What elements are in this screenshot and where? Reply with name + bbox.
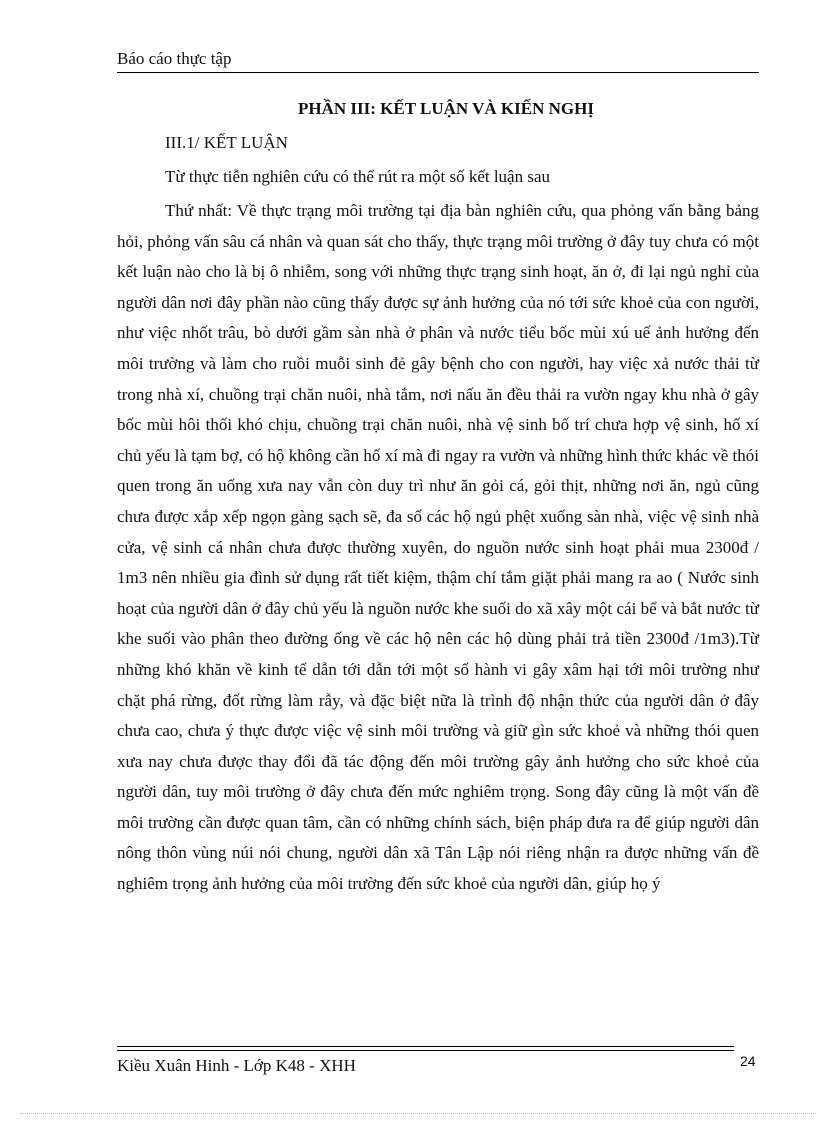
footer-divider-top xyxy=(117,1046,734,1047)
footer-divider-bottom xyxy=(117,1050,734,1051)
page-body xyxy=(117,92,759,900)
page-edge xyxy=(20,1113,816,1114)
running-header: Báo cáo thực tập xyxy=(117,49,232,68)
section-title: PHẦN III: KẾT LUẬN VÀ KIẾN NGHỊ xyxy=(298,99,594,118)
page-number: 24 xyxy=(740,1053,756,1069)
header-divider xyxy=(117,72,759,73)
body-paragraph: Thứ nhất: Về thực trạng môi trường tại địa bàn nghiên cứu, qua phỏng vấn bằng bảng hỏi, phỏng vấn sâu cá nhân và quan sát cho thấy, thực trạng môi trường ở đây tuy chưa có một kết luận nào cho là bị ô nhiễm, song với những thực trạng sinh hoạt, ăn ở, đi lại ngủ nghỉ của người dân nơi đây phần nào cũng thấy được sự ảnh hưởng của nó tới sức khoẻ của con người, như việc nhốt trâu, bò dưới gầm sàn nhà ở phân và nước tiểu bốc mùi xú uế ảnh hưởng đến môi trường và làm cho ruồi muỗi sinh đẻ gây bệnh cho con người, hay việc xả nước thải từ trong nhà xí, chuồng trại chăn nuôi, nhà tắm, nơi nấu ăn đều thải ra vườn ngay khu nhà ở gây bốc mùi hôi thối khó chịu, chuồng trại chăn nuôi, nhà vệ sinh bố trí chưa hợp vệ sinh, hố xí chủ yếu là tạm bợ, có hộ không cần hố xí mà đi ngay ra vườn và những hình thức khác về thói quen trong ăn uống xưa nay vẫn còn duy trì như ăn gỏi cá, gỏi thịt, những nơi ăn, ngủ cũng chưa được xắp xếp ngọn gàng sạch sẽ, đa số các hộ ngủ phệt xuống sàn nhà, việc vệ sinh nhà cửa, vệ sinh cá nhân chưa được thường xuyên, do nguồn nước sinh hoạt phải mua 2300đ / 1m3 nên nhiều gia đình sử dụng rất tiết kiệm, thậm chí tắm giặt phải mang ra ao ( Nước sinh hoạt của người dân ở đây chủ yếu là nguồn nước khe suối do xã xây một cái bể và bắt nước từ khe suối vào phân theo đường ống về các hộ nên các hộ dùng phải trả tiền 2300đ /1m3).Từ những khó khăn về kinh tế dẫn tới dẫn tới một số hành vi gây xâm hại tới môi trường như chặt phá rừng, đốt rừng làm rẫy, và đặc biệt nữa là trình độ nhận thức của người dân ở đây chưa cao, chưa ý thực được việc vệ sinh môi trường và giữ gìn sức khoẻ và những thói quen xưa nay chưa được thay đổi đã tác động đến môi trường gây ảnh hưởng cho sức khoẻ của người dân, tuy môi trường ở đây chưa đến mức nghiêm trọng. Song đây cũng là một vấn đề môi trường cần được quan tâm, cần có những chính sách, biện pháp đưa ra để giúp người dân nông thôn vùng núi nói chung, người dân xã Tân Lập nói riêng nhận ra được những vấn đề nghiêm trọng ảnh hưởng của môi trường đến sức khoẻ của người dân, giúp họ ý xyxy=(117,201,759,894)
footer-author: Kiều Xuân Hinh - Lớp K48 - XHH xyxy=(117,1056,356,1075)
intro-sentence: Từ thực tiễn nghiên cứu có thể rút ra một số kết luận sau xyxy=(165,167,551,186)
subsection-heading: III.1/ KẾT LUẬN xyxy=(165,133,288,152)
